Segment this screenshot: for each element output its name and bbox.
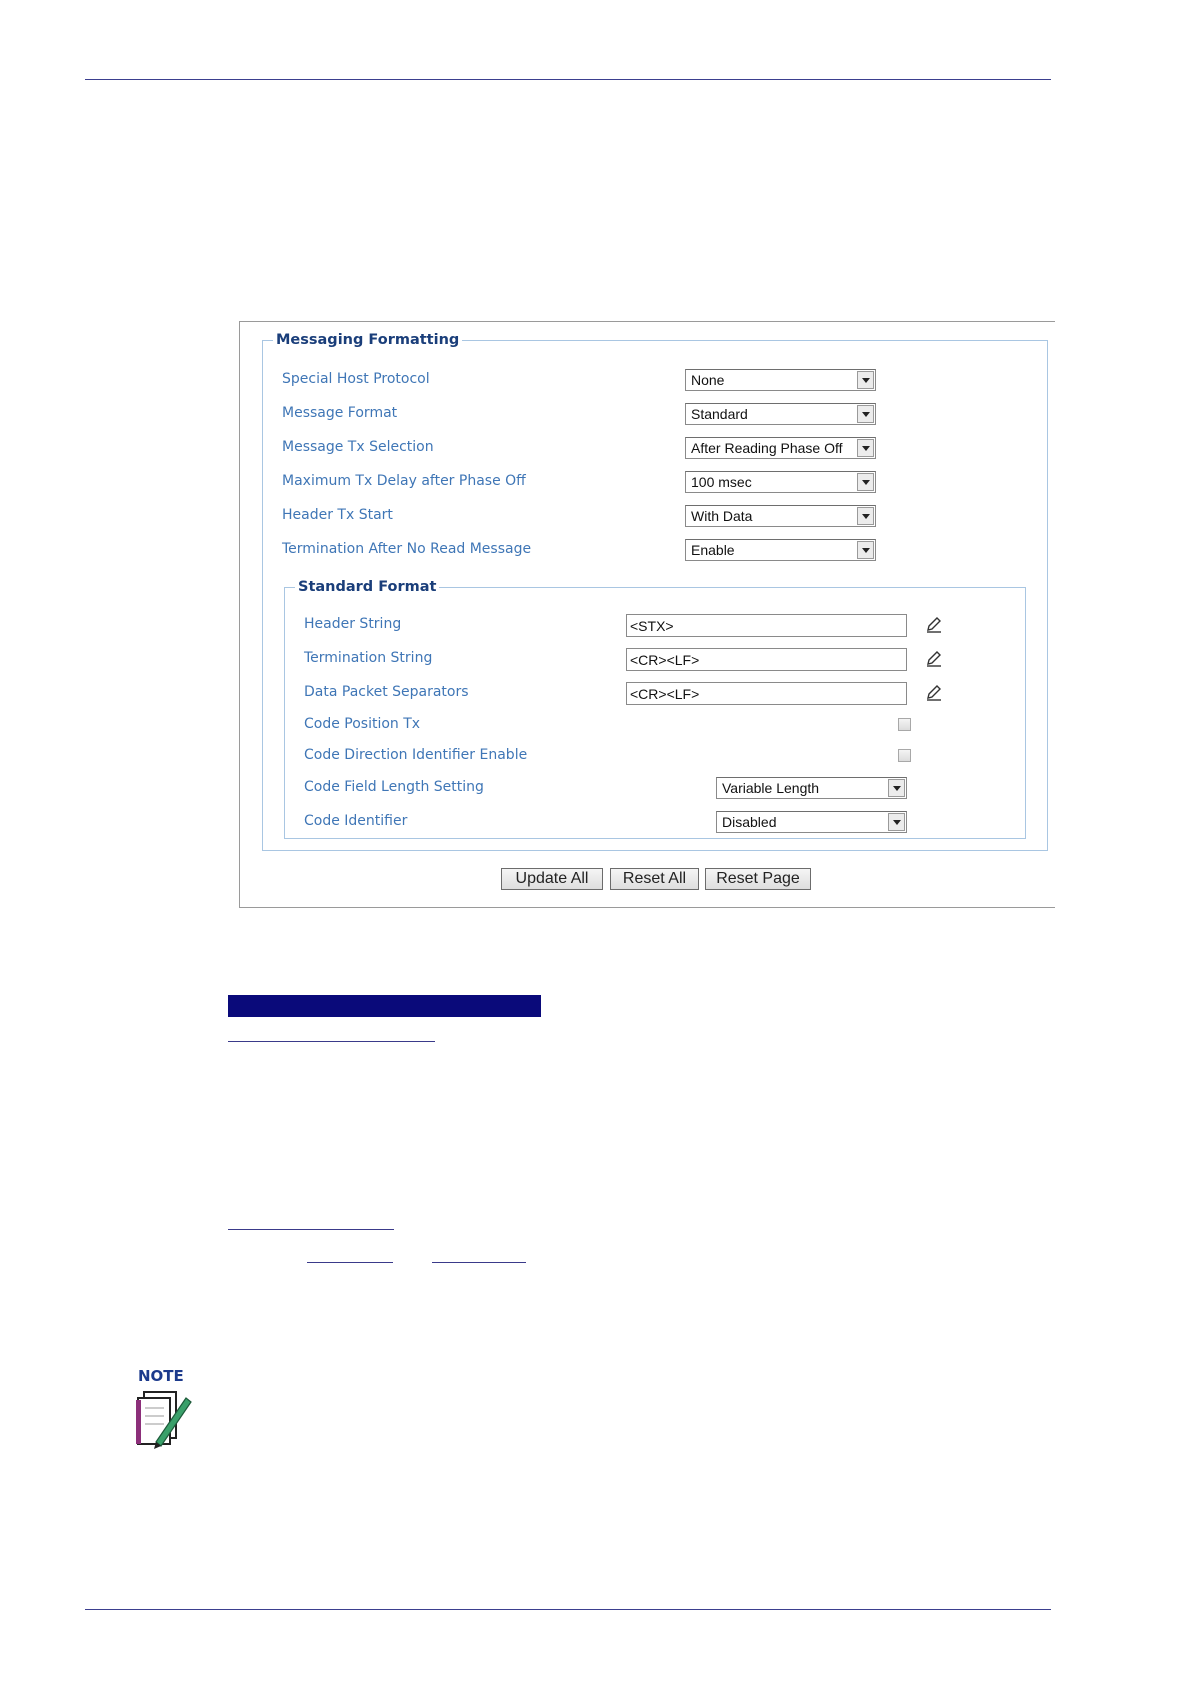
termination-no-read-value: Enable [691,542,735,558]
code-identifier-value: Disabled [722,814,777,830]
message-format-label: Message Format [282,405,398,421]
max-tx-delay-label: Maximum Tx Delay after Phase Off [282,473,526,489]
message-tx-selection-label: Message Tx Selection [282,439,434,455]
chevron-down-icon[interactable] [888,779,905,797]
data-packet-separators-value: <CR><LF> [630,686,700,702]
chevron-down-icon[interactable] [857,473,874,491]
termination-string-label: Termination String [304,650,433,666]
edit-pencil-icon[interactable] [925,616,943,634]
header-tx-start-select[interactable] [685,505,876,527]
header-tx-start-value: With Data [691,508,753,524]
redacted-heading-bar [228,995,541,1017]
special-host-protocol-value: None [691,372,725,388]
code-field-length-label: Code Field Length Setting [304,779,484,795]
header-tx-start-label: Header Tx Start [282,507,393,523]
chevron-down-icon[interactable] [857,439,874,457]
chevron-down-icon[interactable] [857,405,874,423]
standard-format-group [284,579,1026,839]
termination-no-read-select[interactable] [685,539,876,561]
link-underline[interactable] [307,1262,393,1263]
header-rule [85,79,1051,80]
messaging-formatting-panel [239,321,1055,908]
termination-string-input[interactable] [626,648,907,671]
data-packet-separators-input[interactable] [626,682,907,705]
note-icon [128,1364,198,1450]
termination-string-value: <CR><LF> [630,652,700,668]
special-host-protocol-select[interactable] [685,369,876,391]
code-position-tx-label: Code Position Tx [304,716,421,732]
data-packet-separators-label: Data Packet Separators [304,684,469,700]
code-identifier-label: Code Identifier [304,813,408,829]
termination-no-read-label: Termination After No Read Message [282,541,532,557]
code-position-tx-checkbox[interactable] [898,718,911,731]
chevron-down-icon[interactable] [857,507,874,525]
footer-rule [85,1609,1051,1610]
code-direction-identifier-label: Code Direction Identifier Enable [304,747,528,763]
code-identifier-select[interactable] [716,811,907,833]
link-underline[interactable] [228,1229,394,1230]
message-format-value: Standard [691,406,748,422]
message-format-select[interactable] [685,403,876,425]
reset-all-button[interactable]: Reset All [610,868,699,890]
message-tx-selection-select[interactable] [685,437,876,459]
update-all-button[interactable]: Update All [501,868,603,890]
header-string-value: <STX> [630,618,674,634]
code-field-length-select[interactable] [716,777,907,799]
max-tx-delay-value: 100 msec [691,474,752,490]
chevron-down-icon[interactable] [857,541,874,559]
edit-pencil-icon[interactable] [925,684,943,702]
chevron-down-icon[interactable] [857,371,874,389]
special-host-protocol-label: Special Host Protocol [282,371,430,387]
max-tx-delay-select[interactable] [685,471,876,493]
message-tx-selection-value: After Reading Phase Off [691,440,843,456]
link-underline[interactable] [432,1262,526,1263]
standard-format-legend: Standard Format [298,579,437,595]
messaging-formatting-legend: Messaging Formatting [276,332,460,348]
chevron-down-icon[interactable] [888,813,905,831]
header-string-label: Header String [304,616,402,632]
code-direction-identifier-checkbox[interactable] [898,749,911,762]
header-string-input[interactable] [626,614,907,637]
edit-pencil-icon[interactable] [925,650,943,668]
code-field-length-value: Variable Length [722,780,820,796]
reset-page-button[interactable]: Reset Page [705,868,811,890]
note-label: NOTE [138,1367,184,1385]
link-underline[interactable] [228,1041,435,1042]
messaging-formatting-group [262,332,1048,851]
